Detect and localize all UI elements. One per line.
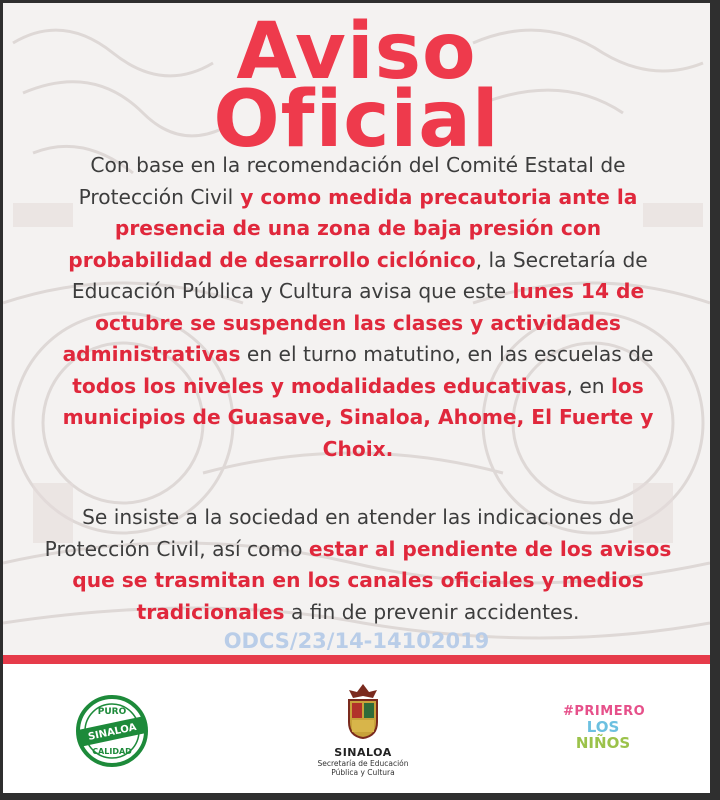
secretaria-line-1: Secretaría de Educación [317,759,409,768]
coat-of-arms-icon [343,682,383,740]
notice-card [3,3,710,793]
secretaria-line-2: Pública y Cultura [331,768,395,777]
reference-code: ODCS/23/14-14102019 [223,629,490,653]
notice-paragraph-1 [43,150,673,465]
p1-highlight-2: lunes 14 de octubre se suspenden las clases y actividades administrativas [62,279,645,366]
p2-highlight-1: estar al pendiente de los avisos que se trasmitan en los canales oficiales y medios tradicionales [72,536,672,624]
red-divider [3,655,710,664]
p1-text-4: , en [566,373,611,398]
puro-text: PURO [97,707,127,717]
p1-text-2: , la Secretaría de Educación Pública y Cultura avisa que este [71,247,648,303]
title-line-2: Oficial [213,75,500,165]
p1-text-1: Con base en la recomendación del Comité Estatal de Protección Civil [78,153,626,209]
puro-sinaloa-seal-icon [75,694,149,768]
sinaloa-text: SINALOA [87,721,138,743]
ninos-text: NIÑOS [575,734,631,752]
primero-los-ninos-logo [563,704,646,764]
primero-text: #PRIMERO [563,704,646,719]
p1-highlight-4: los municipios de Guasave, Sinaloa, Ahome, El Fuerte y Choix. [62,373,654,461]
p1-text-3: en el turno matutino, en las escuelas de [240,342,654,366]
p1-highlight-1: y como medida precautoria ante la presencia de una zona de baja presión con probabilidad de desarrollo ciclónico [68,184,638,272]
los-text: LOS [586,718,620,736]
notice-paragraph-2 [43,502,673,628]
p2-text-2: a fin de prevenir accidentes. [284,599,580,624]
footer-logos [3,664,710,793]
p1-highlight-3: todos los niveles y modalidades educativas [72,373,567,398]
sinaloa-label: SINALOA [334,746,392,759]
calidad-text: CALIDAD [92,747,132,756]
puro-sinaloa-logo [75,694,149,768]
sinaloa-sepyc-logo [303,682,423,792]
p2-text-1: Se insiste a la sociedad en atender las indicaciones de Protección Civil, así como [44,505,634,561]
title-line-1: Aviso [236,7,477,97]
